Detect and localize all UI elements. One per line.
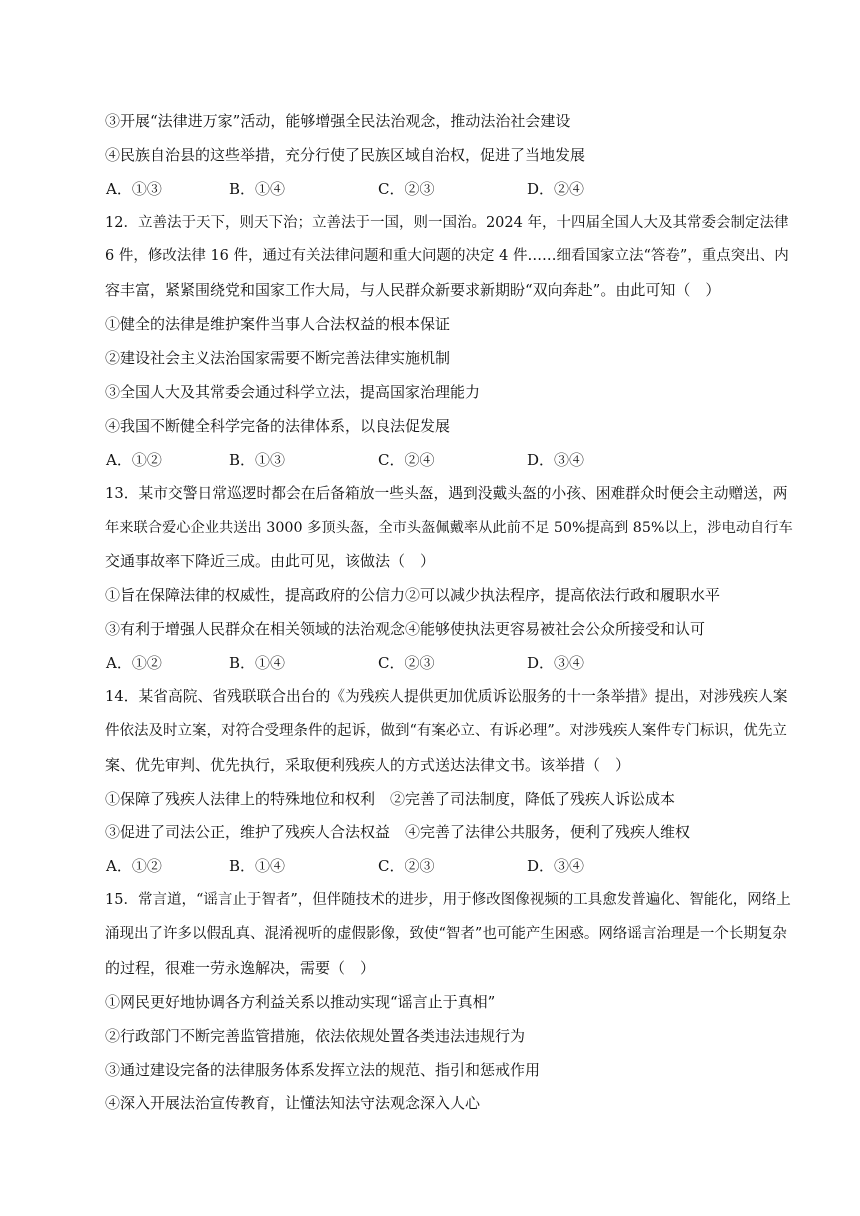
q14-options <box>106 856 706 876</box>
q12-option-c[interactable]: C．②④ <box>378 451 435 469</box>
q13-statements-1-2: ①旨在保障法律的权威性，提高政府的公信力②可以减少执法程序，提高依法行政和履职水平 <box>105 586 721 604</box>
q12-option-d[interactable]: D．③④ <box>527 451 585 469</box>
q13-stem-line-3: 交通事故率下降近三成。由此可见，该做法（ ） <box>105 552 436 570</box>
q11-statement-4: ④民族自治县的这些举措，充分行使了民族区域自治权，促进了当地发展 <box>105 146 586 164</box>
q15-statement-4: ④深入开展法治宣传教育，让懂法知法守法观念深入人心 <box>105 1094 481 1112</box>
q14-stem-line-1: 14．某省高院、省残联联合出台的《为残疾人提供更加优质诉讼服务的十一条举措》提出，对涉残疾人案 <box>105 688 788 705</box>
q14-stem-line-2: 件依法及时立案，对符合受理条件的起诉，做到“有案必立、有诉必理”。对涉残疾人案件专门标识，优先立 <box>105 723 787 739</box>
q13-option-a[interactable]: A．①② <box>106 654 162 672</box>
q14-option-b[interactable]: B．①④ <box>229 857 286 875</box>
q14-statements-3-4: ③促进了司法公正，维护了残疾人合法权益 ④完善了法律公共服务，便利了残疾人维权 <box>105 823 691 841</box>
q14-stem-line-3: 案、优先审判、优先执行，采取便利残疾人的方式送达法律文书。该举措（ ） <box>105 756 631 774</box>
q13-option-b[interactable]: B．①④ <box>229 654 286 672</box>
q13-option-d[interactable]: D．③④ <box>527 654 585 672</box>
q15-statement-3: ③通过建设完备的法律服务体系发挥立法的规范、指引和惩戒作用 <box>105 1061 541 1079</box>
q13-stem-line-2: 年来联合爱心企业共送出 3000 多顶头盔，全市头盔佩戴率从此前不足 50%提高到 85%以上，涉电动自行车 <box>105 520 793 536</box>
q12-statement-3: ③全国人大及其常委会通过科学立法，提高国家治理能力 <box>105 383 481 401</box>
q12-options <box>106 450 706 470</box>
q13-options <box>106 653 706 673</box>
q11-option-d[interactable]: D．②④ <box>527 180 585 198</box>
q14-option-c[interactable]: C．②③ <box>378 857 435 875</box>
q15-stem-line-3: 的过程，很难一劳永逸解决，需要（ ） <box>105 959 376 977</box>
q12-stem-line-3: 容丰富，紧紧围绕党和国家工作大局，与人民群众新要求新期盼“双向奔赴”。由此可知（ ） <box>105 281 721 299</box>
q15-stem-line-1: 15．常言道，“谣言止于智者”，但伴随技术的进步，用于修改图像视频的工具愈发普遍化、智能化，网络上 <box>105 892 791 908</box>
q12-statement-2: ②建设社会主义法治国家需要不断完善法律实施机制 <box>105 349 451 367</box>
q11-statement-3: ③开展“法律进万家”活动，能够增强全民法治观念，推动法治社会建设 <box>105 112 571 130</box>
q12-stem-line-2: 6 件，修改法律 16 件，通过有关法律问题和重大问题的决定 4 件……细看国家立法“答卷”，重点突出、内 <box>105 248 789 264</box>
q11-option-b[interactable]: B．①④ <box>229 180 286 198</box>
q12-stem-line-1: 12．立善法于天下，则天下治；立善法于一国，则一国治。2024 年，十四届全国人大及其常委会制定法律 <box>105 215 789 231</box>
q14-option-a[interactable]: A．①② <box>106 857 162 875</box>
q12-option-b[interactable]: B．①③ <box>229 451 286 469</box>
q14-statements-1-2: ①保障了残疾人法律上的特殊地位和权利 ②完善了司法制度，降低了残疾人诉讼成本 <box>105 790 676 808</box>
q15-statement-1: ①网民更好地协调各方利益关系以推动实现“谣言止于真相” <box>105 993 496 1011</box>
q13-statements-3-4: ③有利于增强人民群众在相关领域的法治观念④能够使执法更容易被社会公众所接受和认可 <box>105 620 706 638</box>
q14-option-d[interactable]: D．③④ <box>527 857 585 875</box>
q13-stem-line-1: 13．某市交警日常巡逻时都会在后备箱放一些头盔，遇到没戴头盔的小孩、困难群众时便会主动赠送，两 <box>105 485 788 502</box>
q11-option-a[interactable]: A．①③ <box>106 180 162 198</box>
q11-option-c[interactable]: C．②③ <box>378 180 435 198</box>
q12-statement-4: ④我国不断健全科学完备的法律体系，以良法促发展 <box>105 417 451 435</box>
q12-option-a[interactable]: A．①② <box>106 451 162 469</box>
q12-statement-1: ①健全的法律是维护案件当事人合法权益的根本保证 <box>105 315 451 333</box>
q11-options <box>106 179 706 199</box>
q13-option-c[interactable]: C．②③ <box>378 654 435 672</box>
q15-statement-2: ②行政部门不断完善监管措施，依法依规处置各类违法违规行为 <box>105 1027 526 1045</box>
q15-stem-line-2: 涌现出了许多以假乱真、混淆视听的虚假影像，致使“智者”也可能产生困惑。网络谣言治理是一个长期复杂 <box>105 926 787 942</box>
